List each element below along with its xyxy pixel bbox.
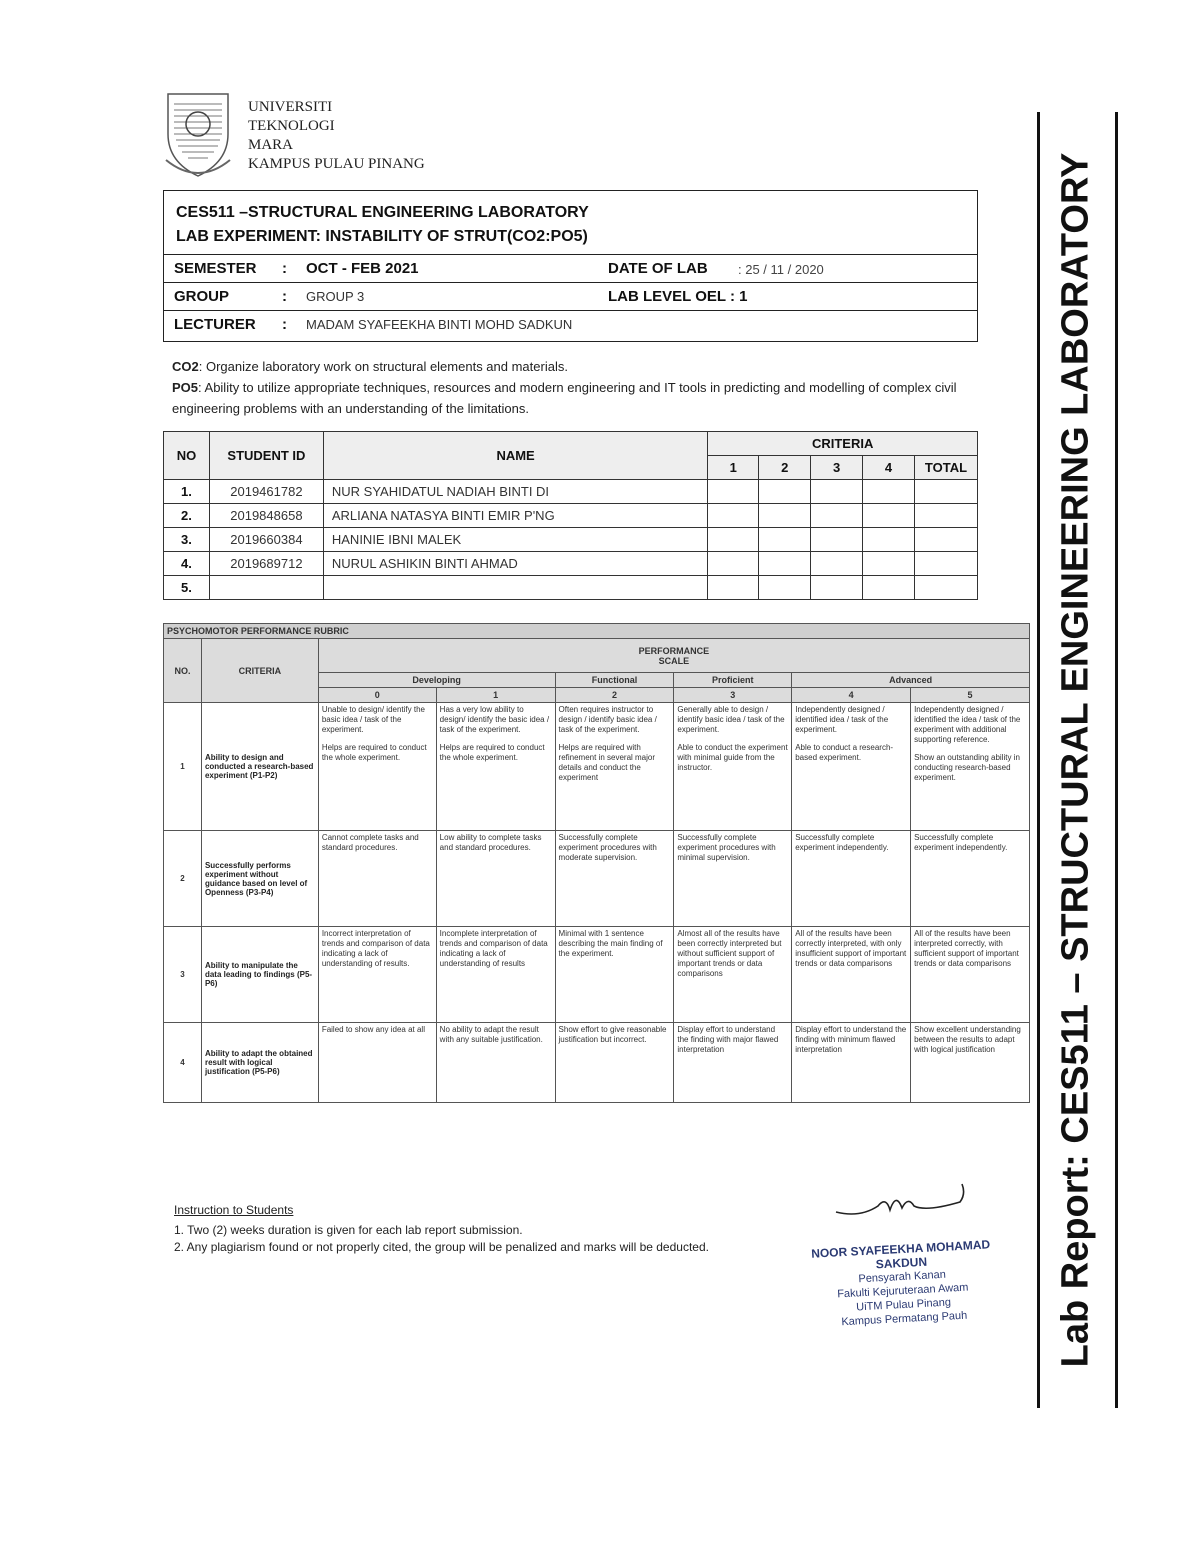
stamp-line: UiTM Pulau Pinang: [855, 1296, 952, 1314]
header-c4: 4: [863, 456, 915, 480]
rubric-cell: All of the results have been correctly interpreted, with only insufficient support of important trends or data comparisons: [792, 927, 911, 1023]
row-no: 2.: [164, 504, 210, 528]
date-value: : 25 / 11 / 2020: [738, 262, 824, 277]
scale-5: 5: [911, 688, 1030, 703]
lab-info-box: [163, 190, 978, 342]
rubric-cell: Successfully complete experiment independently.: [792, 831, 911, 927]
total-cell: [914, 504, 977, 528]
row-no: 1.: [164, 480, 210, 504]
score-cell: [811, 504, 863, 528]
rubric-header-criteria: CRITERIA: [201, 639, 318, 703]
score-cell: [863, 552, 915, 576]
row-no: 4.: [164, 552, 210, 576]
co2-label: CO2: [172, 359, 199, 374]
score-cell: [708, 576, 759, 600]
side-border-right: [1115, 112, 1118, 1408]
instruction-item: 1. Two (2) weeks duration is given for each lab report submission.: [174, 1223, 523, 1237]
university-name: [248, 98, 425, 174]
rubric-text: Helps are required to conduct the whole experiment.: [439, 743, 545, 762]
rubric-row-no: 3: [164, 927, 202, 1023]
colon: :: [282, 260, 287, 277]
score-cell: [811, 576, 863, 600]
rubric-cell: [911, 703, 1030, 831]
date-text: 25 / 11 / 2020: [745, 262, 824, 277]
table-row: [164, 552, 978, 576]
psychomotor-rubric: [163, 623, 1030, 1103]
rubric-text: Independently designed / identified idea / task of the experiment.: [795, 705, 889, 734]
total-cell: [914, 576, 977, 600]
lab-level-label: LAB LEVEL OEL : 1: [608, 288, 748, 305]
course-title: CES511 –STRUCTURAL ENGINEERING LABORATORY: [176, 204, 589, 221]
rubric-cell: Display effort to understand the finding with minimum flawed interpretation: [792, 1023, 911, 1103]
level-proficient: Proficient: [674, 673, 792, 688]
rubric-cell: Successfully complete experiment independently.: [911, 831, 1030, 927]
score-cell: [863, 480, 915, 504]
scale-3: 3: [674, 688, 792, 703]
rubric-row: [164, 703, 1030, 831]
scale-2: 2: [555, 688, 674, 703]
stamp-line: Fakulti Kejuruteraan Awam: [837, 1281, 969, 1301]
stamp-line: Pensyarah Kanan: [858, 1268, 947, 1286]
student-name: ARLIANA NATASYA BINTI EMIR P'NG: [323, 504, 707, 528]
student-id: 2019660384: [209, 528, 323, 552]
table-row: [164, 576, 978, 600]
header-c3: 3: [811, 456, 863, 480]
stamp-line: Kampus Permatang Pauh: [841, 1309, 968, 1329]
rubric-cell: Show excellent understanding between the results to adapt with logical justification: [911, 1023, 1030, 1103]
rubric-cell: [436, 703, 555, 831]
scale-0: 0: [318, 688, 436, 703]
rubric-text: Helps are required to conduct the whole experiment.: [321, 743, 427, 762]
rubric-criteria: Successfully performs experiment without guidance based on level of Openness (P3-P4): [201, 831, 318, 927]
score-cell: [863, 504, 915, 528]
score-cell: [759, 528, 811, 552]
header-criteria: CRITERIA: [708, 432, 978, 456]
rubric-cell: Successfully complete experiment procedures with minimal supervision.: [674, 831, 792, 927]
rubric-row-no: 2: [164, 831, 202, 927]
instructions: [174, 1202, 794, 1256]
header-student-id: STUDENT ID: [209, 432, 323, 480]
rubric-row: [164, 1023, 1030, 1103]
header-c1: 1: [708, 456, 759, 480]
student-table: [163, 431, 978, 600]
rubric-text: Independently designed / identified the idea / task of the experiment with additional supporting reference.: [914, 705, 1021, 744]
colon: :: [282, 288, 287, 305]
student-id: 2019461782: [209, 480, 323, 504]
instructions-heading: Instruction to Students: [174, 1203, 294, 1217]
stamp-name: NOOR SYAFEEKHA MOHAMAD SAKDUN: [810, 1237, 991, 1272]
student-name: HANINIE IBNI MALEK: [323, 528, 707, 552]
semester-value: OCT - FEB 2021: [306, 260, 419, 277]
rubric-cell: Cannot complete tasks and standard procedures.: [318, 831, 436, 927]
header-c2: 2: [759, 456, 811, 480]
uni-line: KAMPUS PULAU PINANG: [248, 156, 425, 172]
rubric-cell: All of the results have been interpreted correctly, with sufficient support of important trends or data comparisons: [911, 927, 1030, 1023]
header-no: NO: [164, 432, 210, 480]
score-cell: [759, 576, 811, 600]
side-border-left: [1037, 112, 1040, 1408]
group-row: [164, 283, 977, 311]
rubric-cell: [555, 703, 674, 831]
rubric-cell: [792, 703, 911, 831]
uitm-logo: [162, 90, 234, 180]
rubric-text: Able to conduct the experiment with minimal guide from the instructor.: [677, 743, 788, 772]
rubric-criteria: Ability to manipulate the data leading to findings (P5-P6): [201, 927, 318, 1023]
colon: :: [282, 316, 287, 333]
rubric-cell: Successfully complete experiment procedures with moderate supervision.: [555, 831, 674, 927]
score-cell: [811, 552, 863, 576]
score-cell: [759, 480, 811, 504]
rubric-cell: Low ability to complete tasks and standard procedures.: [436, 831, 555, 927]
course-outcomes: [172, 356, 972, 419]
score-cell: [811, 528, 863, 552]
rubric-text: Often requires instructor to design / identify basic idea / task of the experiment.: [558, 705, 657, 734]
co2-text: : Organize laboratory work on structural elements and materials.: [198, 359, 568, 374]
uni-line: UNIVERSITI: [248, 99, 333, 115]
level-functional: Functional: [555, 673, 674, 688]
rubric-cell: Incorrect interpretation of trends and comparison of data indicating a lack of understanding of results.: [318, 927, 436, 1023]
student-name: NURUL ASHIKIN BINTI AHMAD: [323, 552, 707, 576]
rubric-cell: [674, 703, 792, 831]
rubric-text: Helps are required with refinement in several major details and conduct the experiment: [558, 743, 656, 782]
student-name: NUR SYAHIDATUL NADIAH BINTI DI: [323, 480, 707, 504]
rubric-cell: Incomplete interpretation of trends and comparison of data indicating a lack of understanding of results: [436, 927, 555, 1023]
rubric-text: Show an outstanding ability in conducting research-based experiment.: [914, 753, 1020, 782]
scale-1: 1: [436, 688, 555, 703]
level-advanced: Advanced: [792, 673, 1030, 688]
uni-line: TEKNOLOGI: [248, 118, 335, 134]
rubric-text: Unable to design/ identify the basic idea / task of the experiment.: [321, 705, 425, 734]
rubric-cell: Failed to show any idea at all: [318, 1023, 436, 1103]
semester-label: SEMESTER: [174, 260, 257, 277]
rubric-criteria: Ability to design and conducted a research-based experiment (P1-P2): [201, 703, 318, 831]
student-name: [323, 576, 707, 600]
rubric-criteria: Ability to adapt the obtained result with logical justification (P5-P6): [201, 1023, 318, 1103]
row-no: 5.: [164, 576, 210, 600]
score-cell: [708, 480, 759, 504]
rubric-cell: Minimal with 1 sentence describing the main finding of the experiment.: [555, 927, 674, 1023]
rubric-cell: No ability to adapt the result with any suitable justification.: [436, 1023, 555, 1103]
official-stamp: [808, 1237, 997, 1331]
rubric-row-no: 4: [164, 1023, 202, 1103]
lecturer-label: LECTURER: [174, 316, 256, 333]
score-cell: [759, 504, 811, 528]
total-cell: [914, 480, 977, 504]
score-cell: [708, 504, 759, 528]
group-value: GROUP 3: [306, 289, 365, 304]
lecturer-row: [164, 311, 977, 339]
rubric-text: Has a very low ability to design/ identify the basic idea / task of the experiment.: [439, 705, 550, 734]
lecturer-value: MADAM SYAFEEKHA BINTI MOHD SADKUN: [306, 317, 573, 332]
level-developing: Developing: [318, 673, 555, 688]
scale-line: SCALE: [658, 655, 690, 666]
rubric-cell: Display effort to understand the finding with major flawed interpretation: [674, 1023, 792, 1103]
semester-row: [164, 255, 977, 283]
signature-image: [830, 1182, 980, 1228]
student-id: 2019848658: [209, 504, 323, 528]
rubric-header-no: NO.: [164, 639, 202, 703]
date-label: DATE OF LAB: [608, 260, 708, 277]
rubric-row: [164, 927, 1030, 1023]
side-title: Lab Report: CES511 – STRUCTURAL ENGINEERING LABORATORY: [1054, 152, 1097, 1368]
table-row: [164, 528, 978, 552]
header-total: TOTAL: [914, 456, 977, 480]
rubric-row: [164, 831, 1030, 927]
table-row: [164, 504, 978, 528]
student-id: 2019689712: [209, 552, 323, 576]
rubric-text: Able to conduct a research-based experiment.: [795, 743, 894, 762]
rubric-cell: Show effort to give reasonable justification but incorrect.: [555, 1023, 674, 1103]
score-cell: [708, 528, 759, 552]
performance-line: PERFORMANCE: [638, 645, 710, 656]
group-label: GROUP: [174, 288, 230, 305]
student-id: [209, 576, 323, 600]
rubric-title: PSYCHOMOTOR PERFORMANCE RUBRIC: [164, 624, 1030, 639]
score-cell: [708, 552, 759, 576]
rubric-cell: [318, 703, 436, 831]
total-cell: [914, 528, 977, 552]
header-name: NAME: [323, 432, 707, 480]
score-cell: [811, 480, 863, 504]
po5-label: PO5: [172, 380, 199, 395]
rubric-text: Generally able to design / identify basic idea / task of the experiment.: [677, 705, 785, 734]
rubric-header-performance: [318, 639, 1029, 673]
rubric-row-no: 1: [164, 703, 202, 831]
row-no: 3.: [164, 528, 210, 552]
scale-4: 4: [792, 688, 911, 703]
experiment-title: LAB EXPERIMENT: INSTABILITY OF STRUT(CO2:PO5): [176, 228, 588, 245]
uni-line: MARA: [248, 137, 294, 153]
score-cell: [863, 528, 915, 552]
total-cell: [914, 552, 977, 576]
table-row: [164, 480, 978, 504]
instruction-item: 2. Any plagiarism found or not properly cited, the group will be penalized and marks will be deducted.: [174, 1240, 709, 1254]
po5-text: : Ability to utilize appropriate techniques, resources and modern engineering and IT tools in predicting and modelling of complex civil engineering problems with an understanding of the limitations.: [172, 380, 957, 416]
rubric-cell: Almost all of the results have been correctly interpreted but without sufficient support of important trends or data comparisons: [674, 927, 792, 1023]
score-cell: [759, 552, 811, 576]
score-cell: [863, 576, 915, 600]
